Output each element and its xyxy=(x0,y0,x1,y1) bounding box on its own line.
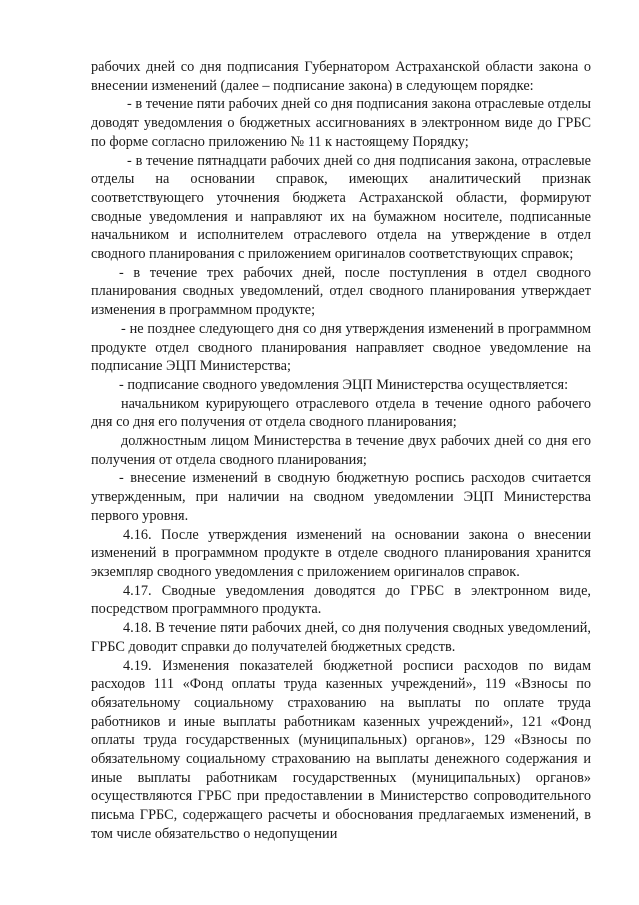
paragraph-4-18: 4.18. В течение пяти рабочих дней, со дня получения сводных уведомлений, ГРБС доводит справки до получателей бюджетных средств. xyxy=(91,620,591,655)
paragraph-step-five-days: - в течение пяти рабочих дней со дня подписания закона отраслевые отделы доводят уведомления о бюджетных ассигнованиях в электронном виде до ГРБС по форме согласно приложению № 11 к настоящему Порядку; xyxy=(91,96,591,150)
paragraph-4-16: 4.16. После утверждения изменений на основании закона о внесении изменений в программном продукте в отделе сводного планирования хранится экземпляр сводного уведомления с приложением оригиналов справок. xyxy=(91,526,591,580)
paragraph-4-19: 4.19. Изменения показателей бюджетной росписи расходов по видам расходов 111 «Фонд оплаты труда казенных учреждений», 119 «Взносы по обязательному социальному страхованию на выплаты по оплате труда работников и иные выплаты работникам казенных учреждений», 121 «Фонд оплаты труда государственных (муниципальных) органов», 129 «Взносы по обязательному социальному страхованию на выплаты денежного содержания и иные выплаты работникам государственных (муниципальных) органов» осуществляются ГРБС при предоставлении в Министерство сопроводительного письма ГРБС, содержащего расчеты и обоснования предлагаемых изменений, в том числе обязательство о недопущении xyxy=(91,657,591,842)
paragraph-official: должностным лицом Министерства в течение двух рабочих дней со дня его получения от отдела сводного планирования; xyxy=(91,433,591,468)
paragraph-step-three-days: - в течение трех рабочих дней, после поступления в отдел сводного планирования сводных уведомлений, отдел сводного планирования утверждает изменения в программном продукте; xyxy=(91,264,591,319)
paragraph-step-fifteen-days: - в течение пятнадцати рабочих дней со дня подписания закона, отраслевые отделы на основании справок, имеющих аналитический признак соответствующего уточнения бюджета Астраханской области, формируют сводные уведомления и направляют их на бумажном носителе, подписанные начальником и исполнителем отраслевого отдела на утверждение в отдел сводного планирования с приложением оригиналов соответствующих справок; xyxy=(91,152,591,263)
document-body xyxy=(91,58,591,844)
paragraph-4-17: 4.17. Сводные уведомления доводятся до ГРБС в электронном виде, посредством программного продукта. xyxy=(91,582,591,618)
paragraph-intro: рабочих дней со дня подписания Губернатором Астраханской области закона о внесении изменений (далее – подписание закона) в следующем порядке: xyxy=(91,59,591,94)
paragraph-head-of-department: начальником курирующего отраслевого отдела в течение одного рабочего дня со дня его получения от отдела сводного планирования; xyxy=(91,395,591,431)
paragraph-step-next-day: - не позднее следующего дня со дня утверждения изменений в программном продукте отдел сводного планирования направляет сводное уведомление на подписание ЭЦП Министерства; xyxy=(91,320,591,375)
paragraph-approval: - внесение изменений в сводную бюджетную роспись расходов считается утвержденным, при наличии на сводном уведомлении ЭЦП Министерства первого уровня. xyxy=(91,470,591,524)
paragraph-signing: - подписание сводного уведомления ЭЦП Министерства осуществляется: xyxy=(119,376,569,393)
